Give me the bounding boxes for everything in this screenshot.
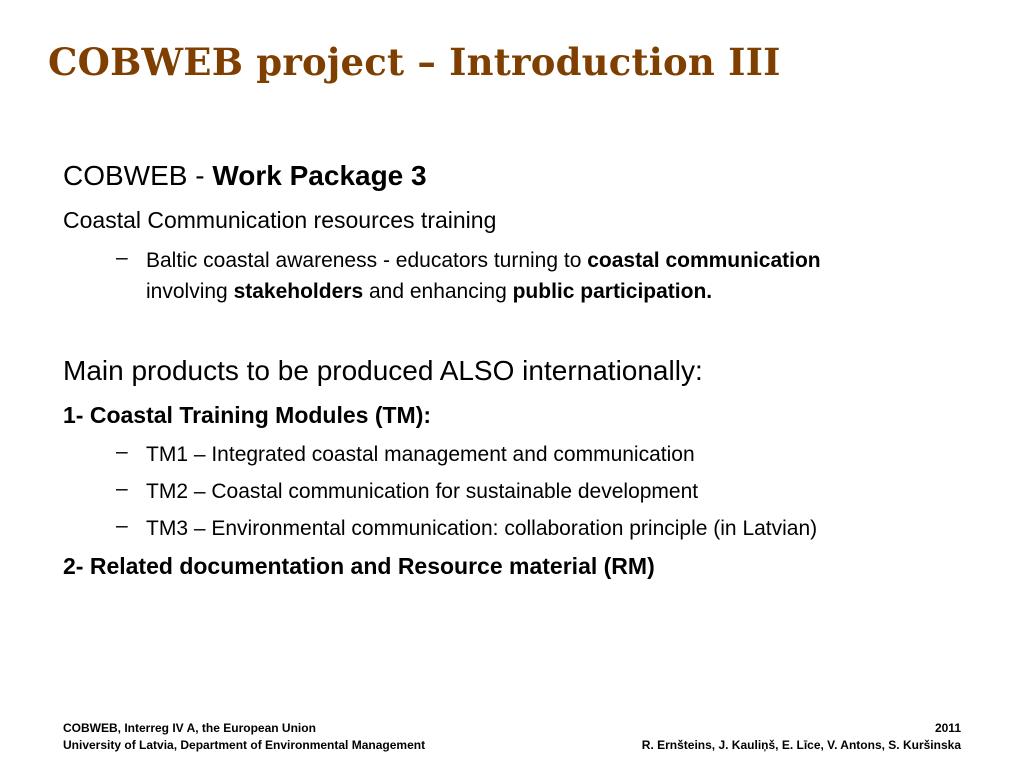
work-package-subtitle: Coastal Communication resources training <box>63 207 497 233</box>
main-products-heading: Main products to be produced ALSO internationally: <box>63 355 703 386</box>
tm-item: TM2 – Coastal communication for sustainable development <box>146 480 699 503</box>
footer-university: University of Latvia, Department of Environmental Management <box>63 738 426 753</box>
bullet-text: Baltic coastal awareness - educators turning to <box>146 249 588 272</box>
work-package-name: Work Package 3 <box>212 160 427 191</box>
footer-authors: R. Ernšteins, J. Kauliņš, E. Līce, V. Antons, S. Kuršinska <box>641 738 961 753</box>
bullet-bold-stakeholders: stakeholders <box>233 280 364 303</box>
bullet-bold-coastal-communication: coastal communication <box>587 249 821 272</box>
bullet-bold-public-participation: public participation. <box>512 280 713 303</box>
section-training-modules: 1- Coastal Training Modules (TM): <box>63 402 432 428</box>
bullet-dash: – <box>116 514 128 537</box>
bullet-text: involving <box>146 280 234 303</box>
footer-project: COBWEB, Interreg IV A, the European Union <box>63 721 316 735</box>
footer-year: 2011 <box>934 721 961 735</box>
tm-item: TM1 – Integrated coastal management and communication <box>146 443 695 466</box>
footer-left <box>63 720 425 755</box>
bullet-dash: – <box>116 440 128 463</box>
section-resource-material: 2- Related documentation and Resource material (RM) <box>63 553 655 579</box>
work-package-prefix: COBWEB - <box>63 160 213 191</box>
work-package-heading <box>63 160 427 192</box>
bullet-awareness-line1 <box>146 246 821 276</box>
bullet-dash: – <box>116 246 128 269</box>
tm-item: TM3 – Environmental communication: collaboration principle (in Latvian) <box>146 517 818 540</box>
bullet-awareness-line2 <box>146 277 712 307</box>
footer-right <box>642 720 961 755</box>
bullet-dash: – <box>116 477 128 500</box>
slide-title: COBWEB project – Introduction III <box>48 40 781 84</box>
bullet-text: and enhancing <box>363 280 513 303</box>
